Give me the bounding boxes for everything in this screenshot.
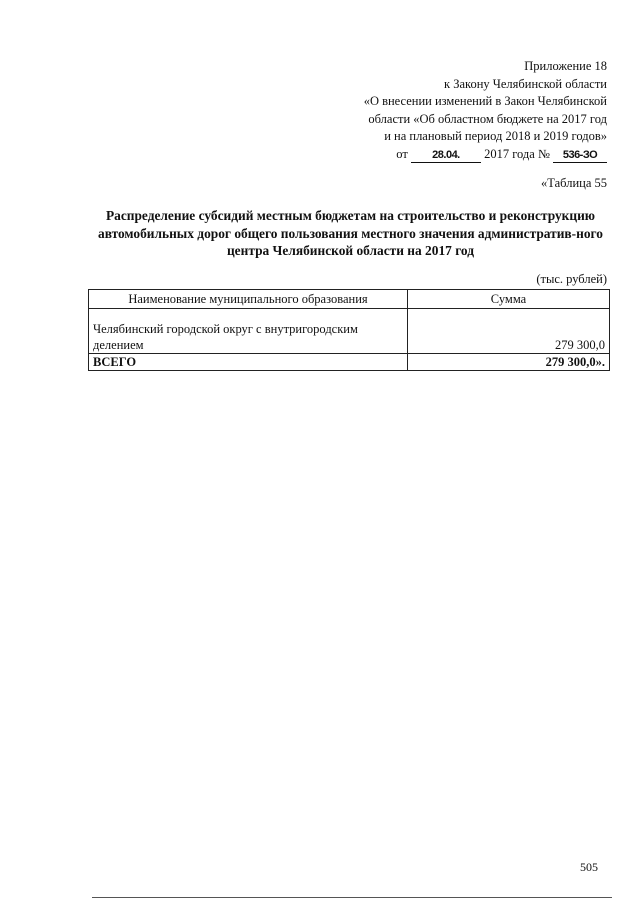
law-number: 536-ЗО [553,148,607,163]
date-prefix: от [396,146,408,161]
municipality-sum: 279 300,0 [408,309,610,354]
total-row [89,354,610,371]
document-title: Распределение субсидий местным бюджетам на строительство и реконструкцию автомобильных дорог общего пользования местного значения административ-ного центра Челябинской области на 2017 год [98,208,603,258]
municipality-name: Челябинский городской округ с внутригородским делением [89,309,408,354]
law-date-line [277,146,607,164]
table-reference: «Таблица 55 [541,176,607,190]
table-row [89,309,610,354]
total-label: ВСЕГО [89,354,408,371]
law-title-line-3: и на плановый период 2018 и 2019 годов» [384,129,607,143]
law-title-line-1: «О внесении изменений в Закон Челябинской [363,94,607,108]
law-date: 28.04. [411,148,481,163]
unit-label: (тыс. рублей) [536,272,607,286]
document-header [277,58,607,163]
appendix-label: Приложение 18 [524,59,607,73]
year-text: 2017 года № [484,146,550,161]
subsidy-table [88,289,610,371]
table-header-row [89,290,610,309]
header-sum: Сумма [408,290,610,309]
page-number: 505 [580,860,598,874]
bottom-rule [92,897,612,898]
law-title-line-2: области «Об областном бюджете на 2017 год [368,111,607,126]
law-reference: к Закону Челябинской области [444,76,607,91]
header-municipality: Наименование муниципального образования [89,290,408,309]
total-sum: 279 300,0». [408,354,610,371]
